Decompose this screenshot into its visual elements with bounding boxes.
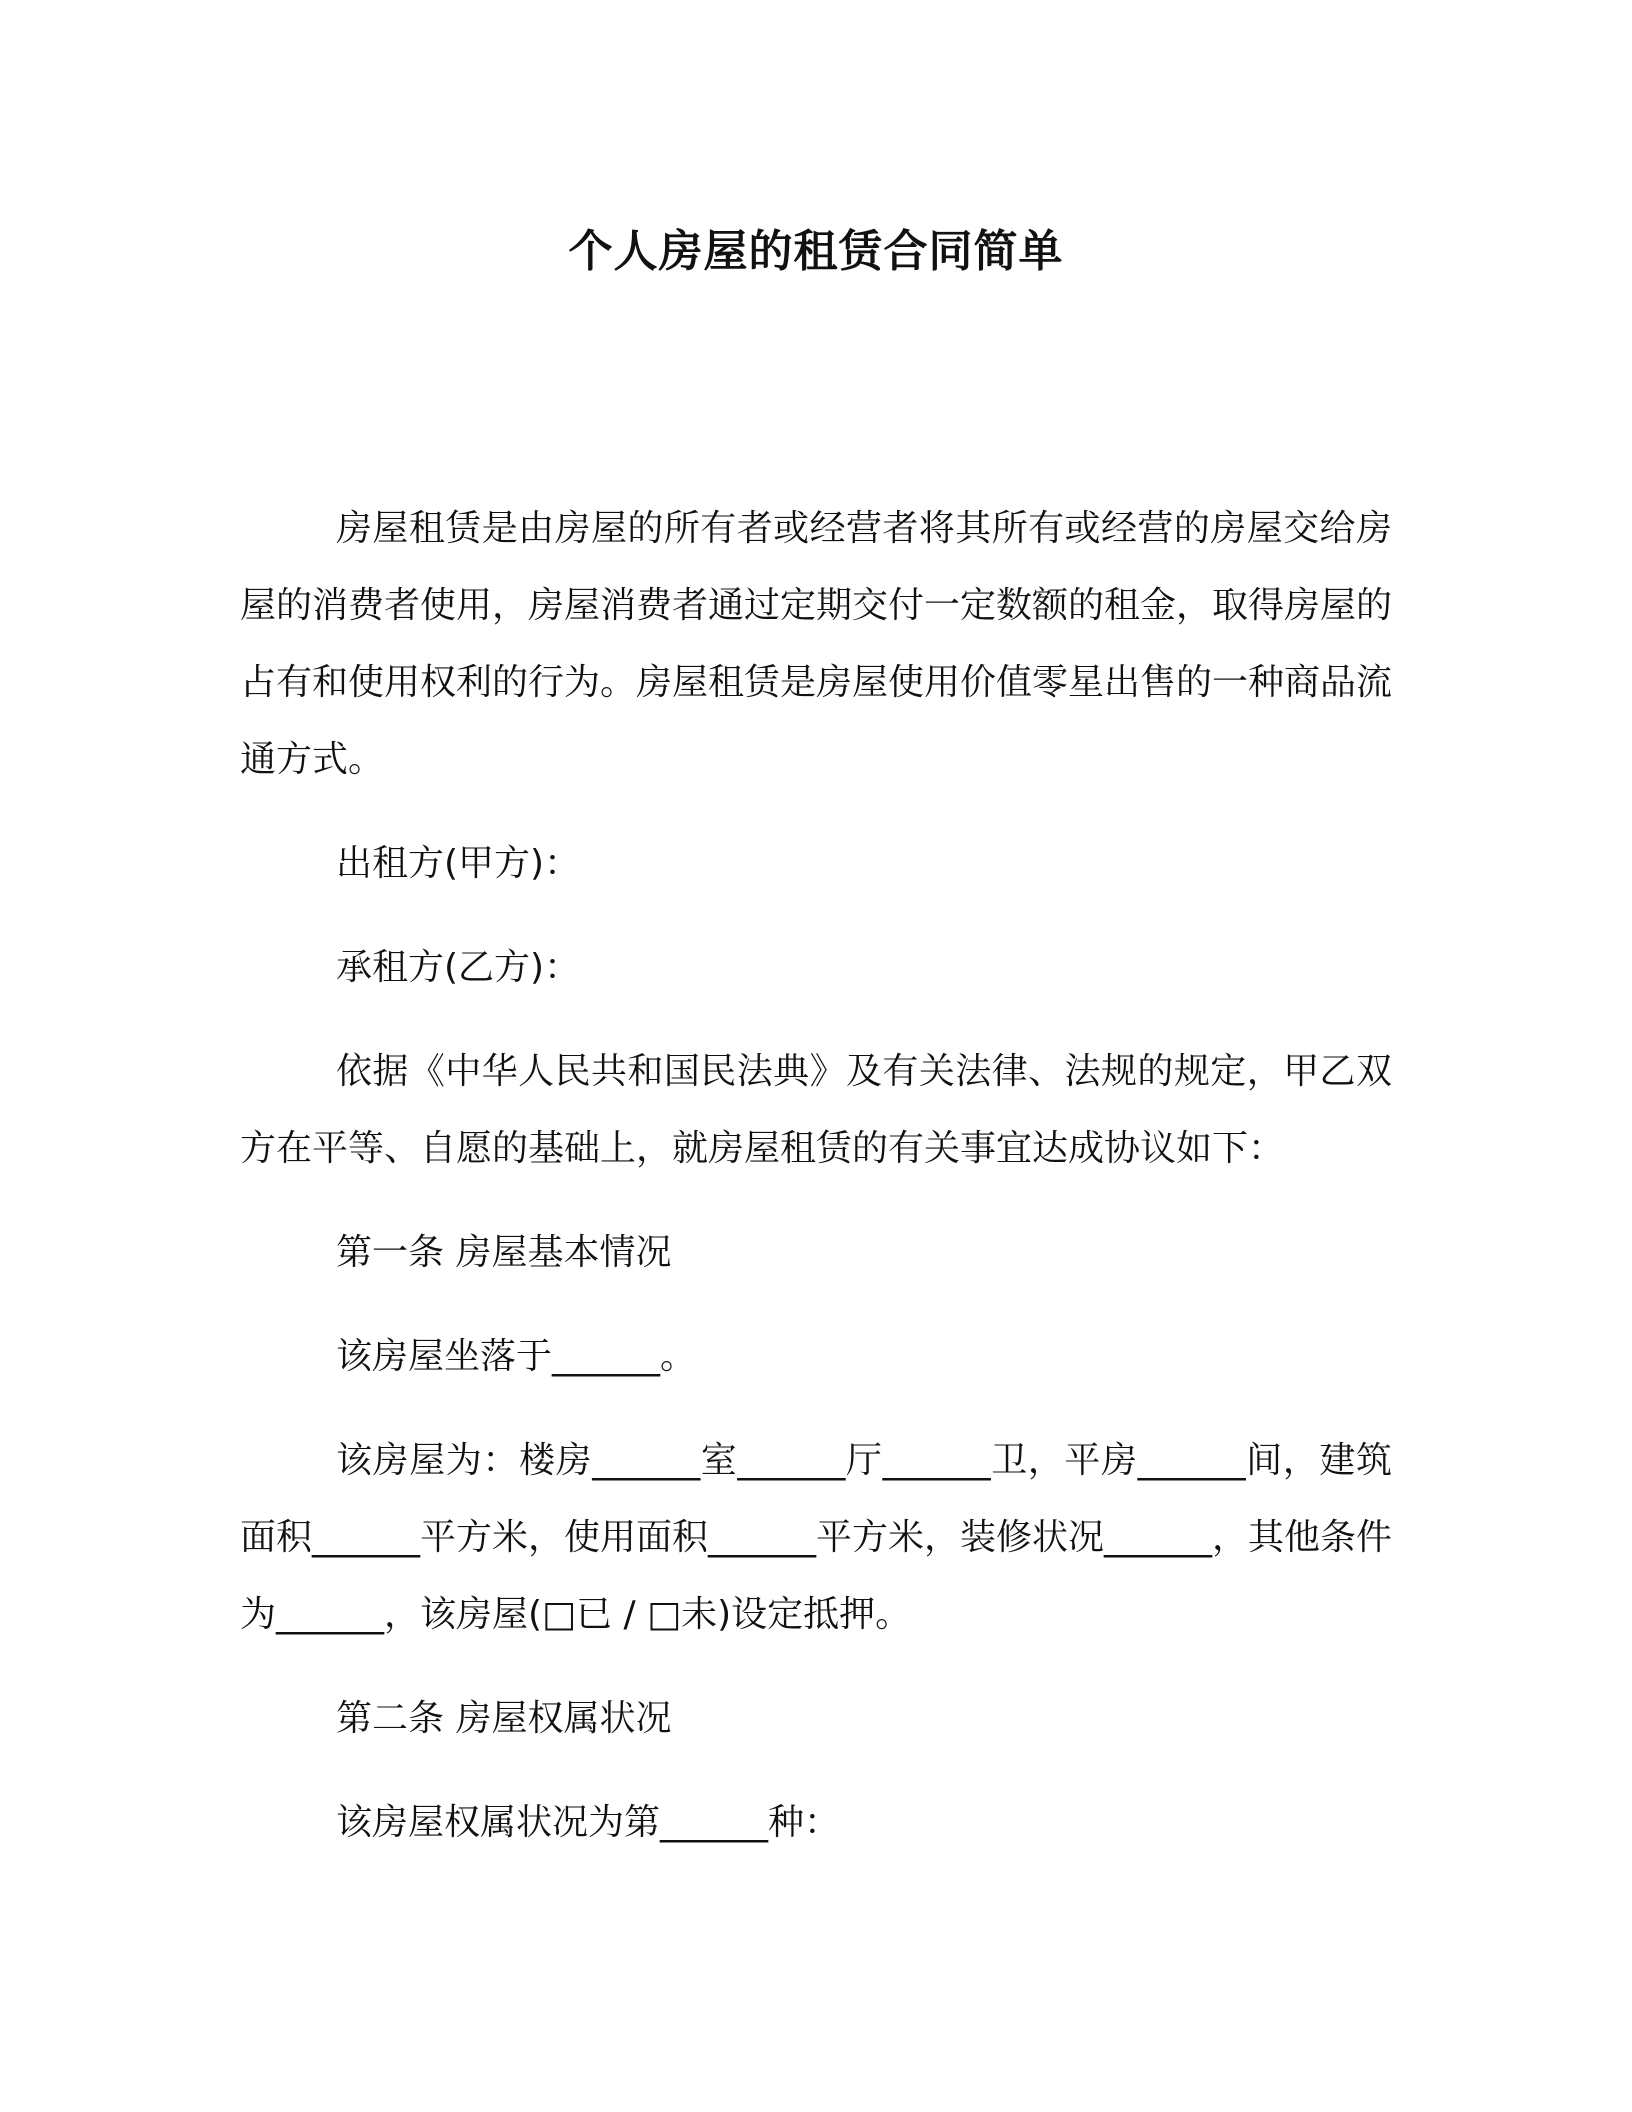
house-location-line: 该房屋坐落于______。 [336,1336,697,1377]
legal-basis-paragraph: 依据《中华人民共和国民法典》及有关法律、法规的规定，甲乙双方在平等、自愿的基础上，就房屋租赁的有关事宜达成协议如下： [240,1051,1392,1169]
article-1-heading: 第一条 房屋基本情况 [336,1232,672,1273]
article-2-heading: 第二条 房屋权属状况 [336,1698,672,1739]
house-details-paragraph: 该房屋为：楼房______室______厅______卫，平房______间，建筑面积______平方米，使用面积______平方米，装修状况______，其他条件为______，该房屋(□已 / □未)设定抵押。 [240,1440,1393,1635]
document-body [240,490,1392,1888]
ownership-status-line: 该房屋权属状况为第______种： [336,1802,841,1843]
lessor-line: 出租方(甲方)： [336,843,581,884]
intro-paragraph: 房屋租赁是由房屋的所有者或经营者将其所有或经营的房屋交给房屋的消费者使用，房屋消费者通过定期交付一定数额的租金，取得房屋的占有和使用权利的行为。房屋租赁是房屋使用价值零星出售的一种商品流通方式。 [240,508,1393,780]
document-title: 个人房屋的租赁合同简单 [568,226,1064,277]
lessee-line: 承租方(乙方)： [336,947,581,988]
